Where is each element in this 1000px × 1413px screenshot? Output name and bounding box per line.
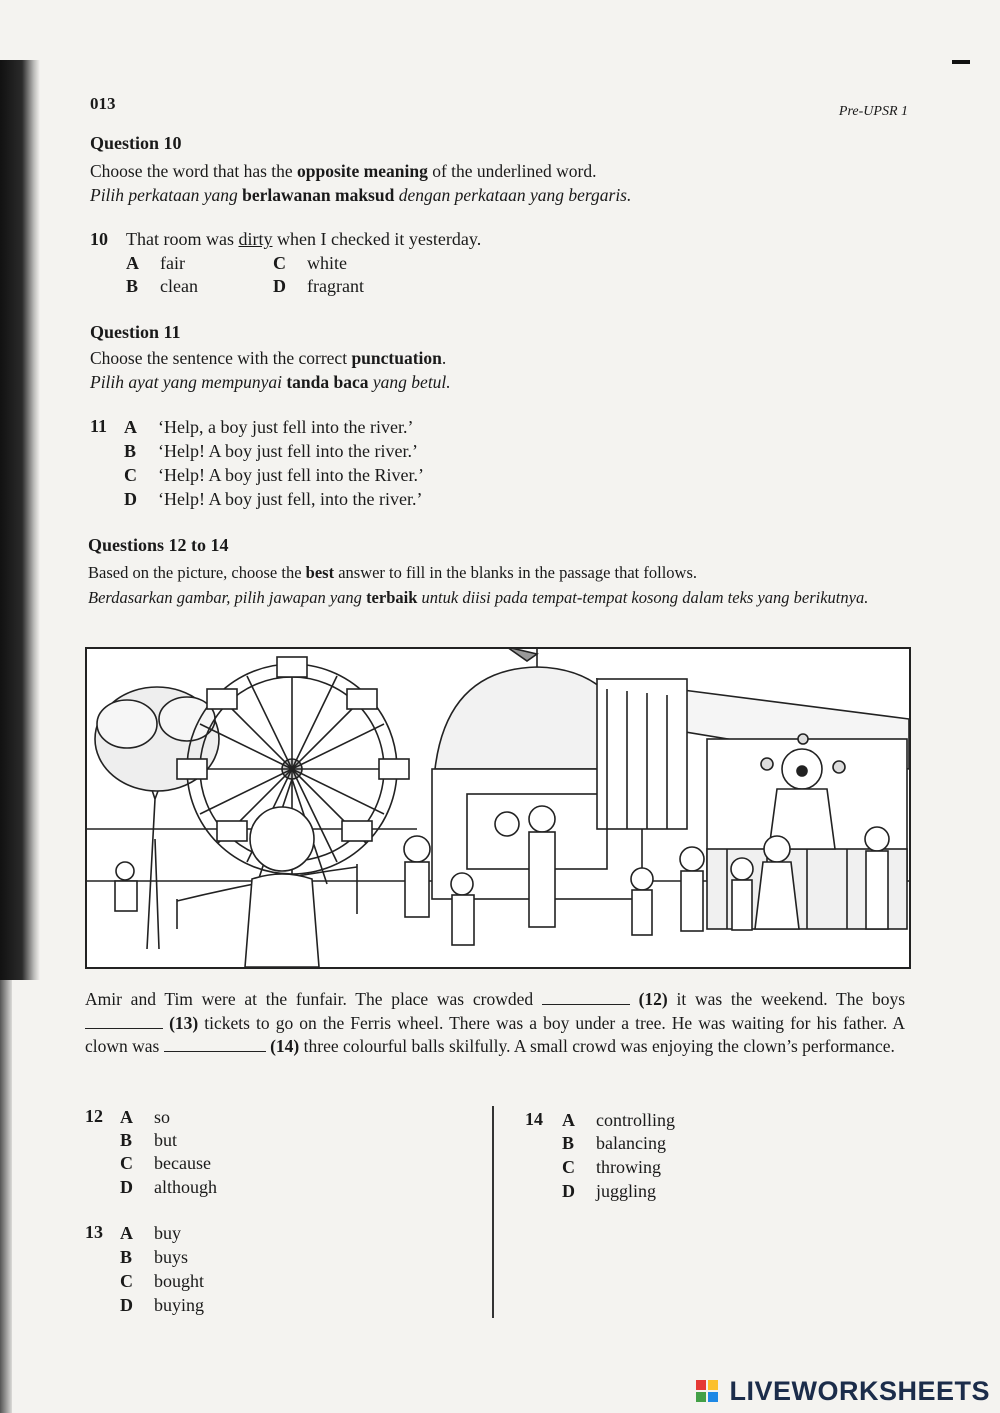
q11-option-c[interactable]: C ‘Help! A boy just fell into the River.’ bbox=[124, 465, 424, 485]
q13-number: 13 bbox=[85, 1222, 103, 1242]
q12-option-c[interactable]: C because bbox=[120, 1153, 211, 1173]
blank-13[interactable] bbox=[85, 1014, 163, 1029]
q11-heading: Question 11 bbox=[90, 322, 181, 342]
scan-shadow-edge bbox=[0, 60, 40, 980]
q12-14-heading: Questions 12 to 14 bbox=[88, 535, 229, 555]
q11-instruction-en: Choose the sentence with the correct punctuation. bbox=[90, 348, 447, 368]
q10-instruction-en: Choose the word that has the opposite meaning of the underlined word. bbox=[90, 161, 597, 181]
q10-heading: Question 10 bbox=[90, 133, 182, 153]
q11-instruction-ms: Pilih ayat yang mempunyai tanda baca yang betul. bbox=[90, 372, 451, 392]
column-divider bbox=[492, 1106, 494, 1318]
q14-option-d[interactable]: D juggling bbox=[562, 1181, 657, 1201]
q12-option-b[interactable]: B but bbox=[120, 1130, 178, 1150]
q14-option-a[interactable]: A controlling bbox=[562, 1110, 675, 1130]
q11-option-d[interactable]: D ‘Help! A boy just fell, into the river.’ bbox=[124, 489, 423, 509]
q13-option-c[interactable]: C bought bbox=[120, 1271, 205, 1291]
paper-code: 013 bbox=[90, 94, 116, 113]
q11-option-a[interactable]: A ‘Help, a boy just fell into the river.’ bbox=[124, 417, 414, 437]
q11-number: 11 bbox=[90, 416, 108, 436]
q12-option-a[interactable]: A so bbox=[120, 1107, 171, 1127]
passage: Amir and Tim were at the funfair. The place was crowded (12) it was the weekend. The boys (13) tickets to go on the Ferris wheel. There was a boy under a tree. He was waiting for his father. A clown was (14) three colourful balls skilfully. A small crowd was enjoying the clown’s performance. bbox=[85, 989, 906, 1056]
funfair-drawing bbox=[87, 649, 909, 967]
q10-option-a[interactable]: A fair bbox=[126, 253, 185, 273]
q12-14-instruction-ms: Berdasarkan gambar, pilih jawapan yang terbaik untuk diisi pada tempat-tempat kosong dalam teks yang berikutnya. bbox=[88, 588, 869, 607]
scan-shadow-edge-lower bbox=[0, 980, 12, 1413]
q10-option-c[interactable]: C white bbox=[273, 253, 347, 273]
q10-option-b[interactable]: B clean bbox=[126, 276, 198, 296]
q13-option-d[interactable]: D buying bbox=[120, 1295, 205, 1315]
q13-option-b[interactable]: B buys bbox=[120, 1247, 189, 1267]
blank-14[interactable] bbox=[164, 1037, 266, 1052]
q14-option-b[interactable]: B balancing bbox=[562, 1133, 666, 1153]
q10-stem: 10 That room was dirty when I checked it yesterday. bbox=[90, 229, 482, 249]
q10-instruction-ms: Pilih perkataan yang berlawanan maksud dengan perkataan yang bergaris. bbox=[90, 185, 632, 205]
liveworksheets-brand[interactable]: LIVEWORKSHEETS bbox=[729, 1376, 990, 1406]
funfair-illustration bbox=[85, 647, 911, 969]
q12-option-d[interactable]: D although bbox=[120, 1177, 217, 1197]
q10-option-d[interactable]: D fragrant bbox=[273, 276, 364, 296]
q12-14-instruction-en: Based on the picture, choose the best answer to fill in the blanks in the passage that follows. bbox=[88, 563, 698, 582]
q14-number: 14 bbox=[525, 1109, 543, 1129]
liveworksheets-logo-icon bbox=[696, 1380, 718, 1402]
q13-option-a[interactable]: A buy bbox=[120, 1223, 181, 1243]
underlined-word: dirty bbox=[238, 229, 273, 249]
exam-series: Pre-UPSR 1 bbox=[838, 104, 908, 119]
q12-number: 12 bbox=[85, 1106, 103, 1126]
q11-option-b[interactable]: B ‘Help! A boy just fell into the river.’ bbox=[124, 441, 418, 461]
blank-12[interactable] bbox=[542, 990, 630, 1005]
corner-mark bbox=[952, 60, 970, 64]
q14-option-c[interactable]: C throwing bbox=[562, 1157, 661, 1177]
